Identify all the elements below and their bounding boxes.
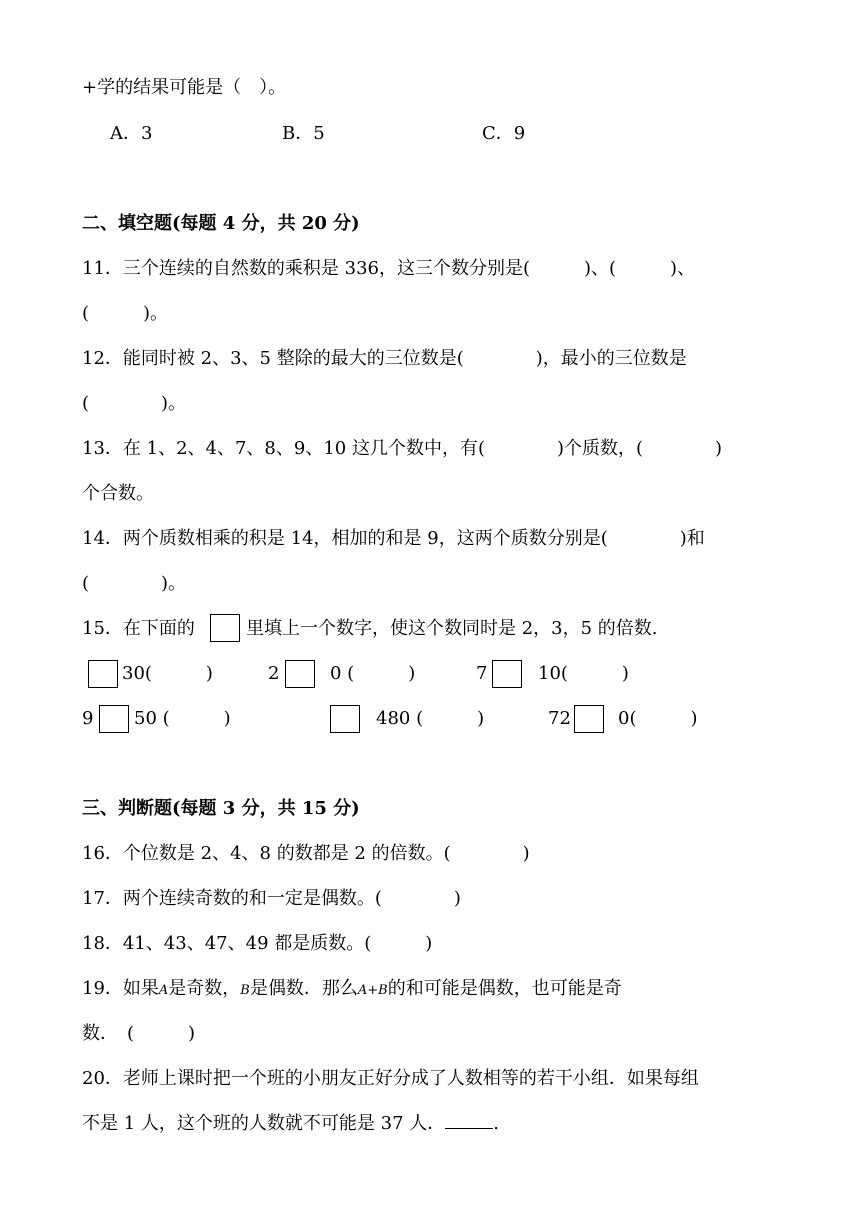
q15-item4-box[interactable] [99,705,129,733]
q13-line2: 个合数。 [82,483,154,504]
q15-item6-box[interactable] [574,705,604,733]
q20-period: . [493,1113,499,1134]
q18-text: 18．41、43、47、49 都是质数。( ) [82,933,433,954]
q15-item5-text: 480 ( ) [376,708,485,729]
q20-line2-text: 不是 1 人，这个班的人数就不可能是 37 人． [82,1113,446,1134]
q15-item6-text: 0( ) [618,708,698,729]
q15-item5-box[interactable] [330,705,360,733]
q15-item4-text: 50 ( ) [134,708,231,729]
q19-expr: A+B [357,983,388,998]
q19-line2: 数． ( ) [82,1023,196,1044]
q15-item2-prefix: 2 [268,663,280,684]
q16-text: 16．个位数是 2、4、8 的数都是 2 的倍数。( ) [82,843,530,864]
q17-text: 17．两个连续奇数的和一定是偶数。( ) [82,888,461,909]
q14-line1: 14．两个质数相乘的积是 14，相加的和是 9，这两个质数分别是( )和 [82,528,705,549]
q15-item3-text: 10( ) [538,663,629,684]
q10-option-a: A．3 [110,123,153,144]
q15-answer-box [210,614,240,642]
q14-line2: ( )。 [82,573,187,594]
q19-var-a: A [158,983,169,998]
q12-line1: 12．能同时被 2、3、5 整除的最大的三位数是( )，最小的三位数是 [82,348,687,369]
q15-prefix: 15．在下面的 [82,618,195,639]
q15-item2-box[interactable] [285,660,315,688]
q19-part4: 的和可能是偶数，也可能是奇 [387,978,622,999]
q15-item6-prefix: 72 [548,708,571,729]
section3-title: 三、判断题(每题 3 分，共 15 分) [82,798,360,819]
q19-var-b: B [240,983,250,998]
q12-line2: ( )。 [82,393,187,414]
q20-answer-blank[interactable] [445,1112,493,1129]
q15-suffix: 里填上一个数字，使这个数同时是 2，3，5 的倍数. [246,618,658,639]
q13-line1: 13．在 1、2、4、7、8、9、10 这几个数中，有( )个质数，( ) [82,438,723,459]
q11-line2: ( )。 [82,303,169,324]
q15-item4-prefix: 9 [82,708,94,729]
q19-part3: 是偶数．那么 [249,978,358,999]
q15-item2-text: 0 ( ) [330,663,416,684]
q15-item1-box[interactable] [88,660,118,688]
q20-line1: 20．老师上课时把一个班的小朋友正好分成了人数相等的若干小组．如果每组 [82,1068,699,1089]
section2-title: 二、填空题(每题 4 分，共 20 分) [82,213,360,234]
q20-line2 [82,1112,499,1136]
q11-line1: 11．三个连续的自然数的乘积是 336，这三个数分别是( )、( )、 [82,258,696,279]
q10-text: +学的结果可能是（ ）。 [82,77,287,98]
q10-option-b: B．5 [282,123,325,144]
q19-part2: 是奇数， [168,978,241,999]
q15-item3-box[interactable] [492,660,522,688]
q15-item3-prefix: 7 [476,663,488,684]
q19-part1: 19．如果 [82,978,159,999]
q19-line1 [82,977,622,1003]
q15-item1-text: 30( ) [122,663,213,684]
q10-option-c: C．9 [482,123,526,144]
